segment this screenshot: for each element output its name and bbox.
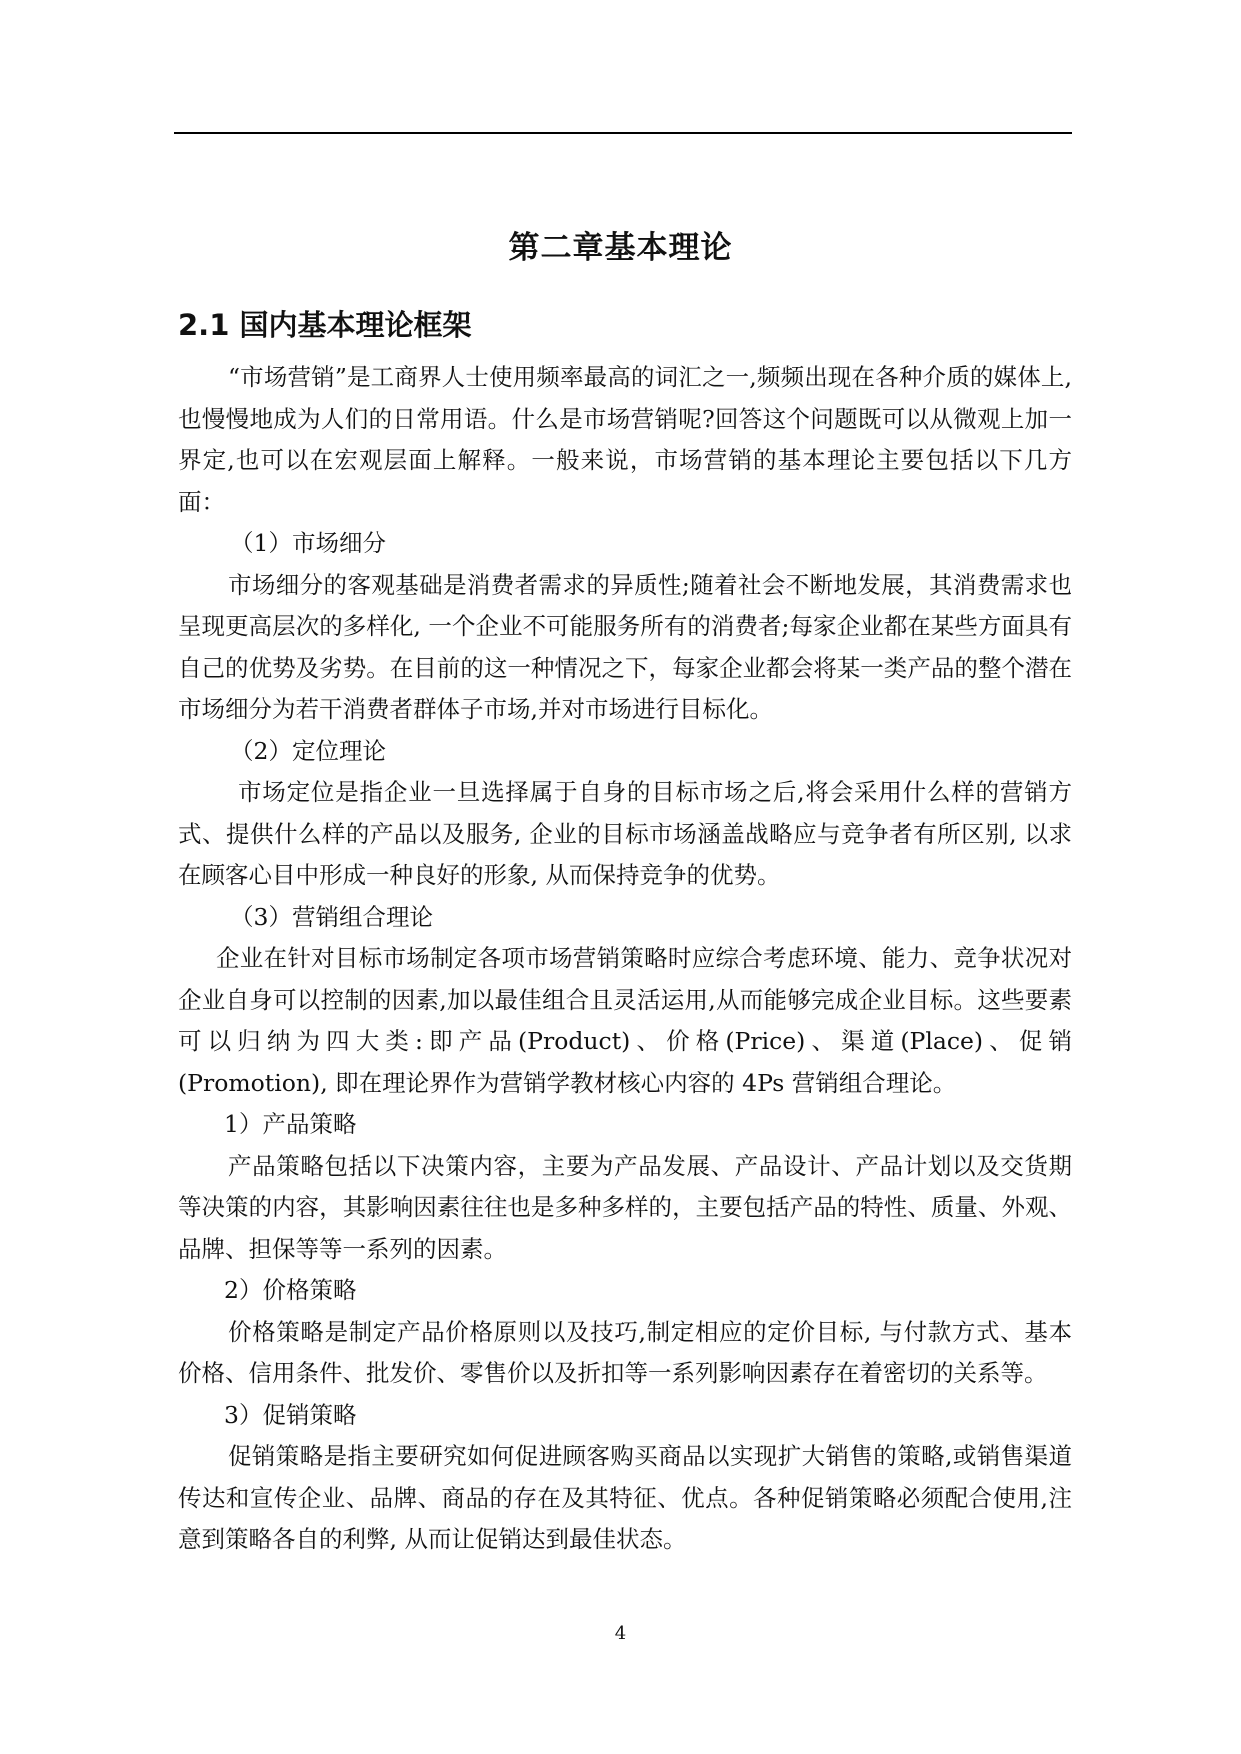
paragraph-product-strategy: 产品策略包括以下决策内容，主要为产品发展、产品设计、产品计划以及交货期等决策的内容，其影响因素往往也是多种多样的，主要包括产品的特性、质量、外观、品牌、担保等等一系列的因素。: [178, 1151, 1072, 1263]
paragraph-market-segmentation: 市场细分的客观基础是消费者需求的异质性;随着社会不断地发展，其消费需求也呈现更高层次的多样化, 一个企业不可能服务所有的消费者;每家企业都在某些方面具有自己的优势及劣势。在目前的这一种情况之下，每家企业都会将某一类产品的整个潜在市场细分为若干消费者群体子市场,并对市场进行目标化。: [178, 570, 1072, 723]
section-title: 2.1 国内基本理论框架: [178, 308, 472, 342]
chapter-title: 第二章基本理论: [508, 230, 733, 266]
paragraph-marketing-mix: 企业在针对目标市场制定各项市场营销策略时应综合考虑环境、能力、竞争状况对企业自身可以控制的因素,加以最佳组合且灵活运用,从而能够完成企业目标。这些要素可以归纳为四大类:即产品(Product)、价格(Price)、渠道(Place)、促销(Promotion), 即在理论界作为营销学教材核心内容的 4Ps 营销组合理论。: [178, 944, 1072, 1097]
paragraph-intro: “市场营销”是工商界人士使用频率最高的词汇之一,频频出现在各种介质的媒体上,也慢慢地成为人们的日常用语。什么是市场营销呢?回答这个问题既可以从微观上加一界定,也可以在宏观层面上解释。一般来说，市场营销的基本理论主要包括以下几方面：: [178, 363, 1072, 516]
body-text: [178, 357, 1072, 1561]
page-number: 4: [614, 1623, 627, 1644]
subheading-price-strategy: 2）价格策略: [224, 1276, 357, 1304]
header-rule: [174, 132, 1072, 134]
subheading-product-strategy: 1）产品策略: [224, 1110, 357, 1138]
paragraph-price-strategy: 价格策略是制定产品价格原则以及技巧,制定相应的定价目标, 与付款方式、基本价格、信用条件、批发价、零售价以及折扣等一系列影响因素存在着密切的关系等。: [178, 1317, 1072, 1387]
subheading-promotion-strategy: 3）促销策略: [224, 1400, 357, 1429]
paragraph-promotion-strategy: 促销策略是指主要研究如何促进顾客购买商品以实现扩大销售的策略,或销售渠道传达和宣传企业、品牌、商品的存在及其特征、优点。各种促销策略必须配合使用,注意到策略各自的利弊, 从而让促销达到最佳状态。: [178, 1442, 1072, 1553]
subheading-positioning: （2）定位理论: [230, 736, 386, 765]
subheading-market-segmentation: （1）市场细分: [230, 529, 386, 557]
subheading-marketing-mix: （3）营销组合理论: [230, 902, 433, 931]
paragraph-positioning: 市场定位是指企业一旦选择属于自身的目标市场之后,将会采用什么样的营销方式、提供什么样的产品以及服务, 企业的目标市场涵盖战略应与竞争者有所区别, 以求在顾客心目中形成一种良好的形象, 从而保持竞争的优势。: [178, 778, 1072, 889]
